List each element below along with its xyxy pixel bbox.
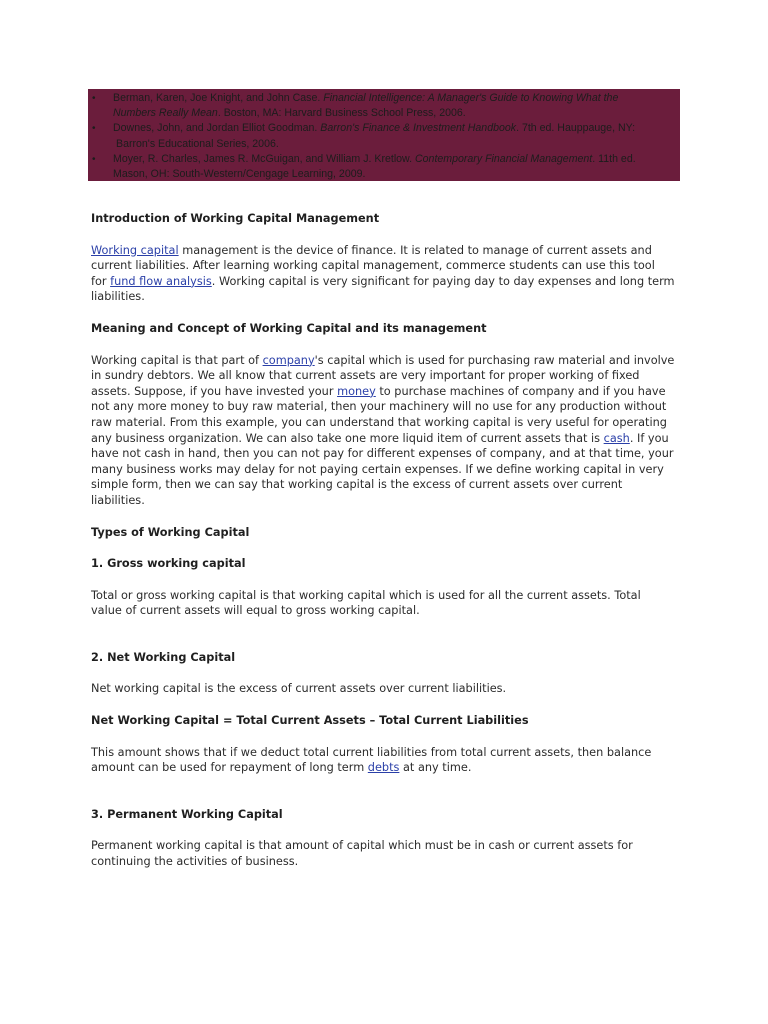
intro-heading: Introduction of Working Capital Management xyxy=(91,212,380,225)
company-link[interactable]: company xyxy=(262,353,315,367)
bullet-icon: • xyxy=(92,153,96,165)
debts-link[interactable]: debts xyxy=(367,761,400,775)
net-formula: Net Working Capital = Total Current Assets – Total Current Liabilities xyxy=(91,714,529,728)
reference-item xyxy=(92,91,676,121)
references-box xyxy=(88,89,680,181)
bullet-icon: • xyxy=(92,93,96,104)
working-capital-link[interactable]: Working capital xyxy=(91,243,179,257)
intro-paragraph: Working capital management is the device of finance. It is related to manage of current assets and current liabilities. After learning working capital management, commerce students can use this tool for fund flow analysis. Working capital is very significant for paying day to day expenses and long term liabilities. xyxy=(91,243,675,304)
gross-paragraph: Total or gross working capital is that working capital which is used for all the current assets. Total value of current assets will equal to gross working capital. xyxy=(91,588,641,618)
bullet-icon: • xyxy=(92,123,96,135)
net-heading: 2. Net Working Capital xyxy=(91,650,236,664)
types-heading: Types of Working Capital xyxy=(91,525,250,539)
permanent-heading: 3. Permanent Working Capital xyxy=(91,807,283,821)
permanent-paragraph: Permanent working capital is that amount of capital which must be in cash or current assets for continuing the activities of business. xyxy=(91,839,633,869)
cash-link[interactable]: cash xyxy=(603,431,630,445)
meaning-paragraph: Working capital is that part of company's capital which is used for purchasing raw material and involve in sundry debtors. We all know that current assets are very important for proper working of fixed assets. Suppose, if you have invested your money to purchase machines of company and if you have not any more money to buy raw material, then your machinery will no use for any production without raw material. From this example, you can understand that working capital is very useful for operating any business organization. We can also take one more liquid item of current assets that is cash. If you have not cash in hand, then you can not pay for different expenses of company, and at that time, your many business works may delay for not paying certain expenses. If we define working capital in very simple form, then we can say that working capital is the excess of current assets over current liabilities. xyxy=(91,353,675,507)
references-list xyxy=(92,91,676,182)
meaning-heading: Meaning and Concept of Working Capital and its management xyxy=(91,321,487,335)
reference-line: Downes, John, and Jordan Elliot Goodman. Barron's Finance & Investment Handbook. 7th ed. Hauppauge, NY: xyxy=(113,122,636,135)
article-body xyxy=(91,211,691,870)
reference-line: Barron's Educational Series, 2006. xyxy=(116,137,279,150)
reference-item xyxy=(92,121,676,151)
fund-flow-analysis-link[interactable]: fund flow analysis xyxy=(110,274,212,288)
amount-paragraph: This amount shows that if we deduct total current liabilities from total current assets, then balance amount can be used for repayment of long term debts at any time. xyxy=(91,745,652,775)
money-link[interactable]: money xyxy=(337,384,376,398)
net-paragraph: Net working capital is the excess of current assets over current liabilities. xyxy=(91,682,507,696)
reference-line: Mason, OH: South-Western/Cengage Learning, 2009. xyxy=(113,168,366,181)
reference-line: Moyer, R. Charles, James R. McGuigan, and William J. Kretlow. Contemporary Financial Management. 11th ed. xyxy=(113,152,636,165)
reference-item xyxy=(92,152,676,182)
reference-line: Berman, Karen, Joe Knight, and John Case. Financial Intelligence: A Manager's Guide to Knowing What the xyxy=(113,92,619,104)
reference-line: Numbers Really Mean. Boston, MA: Harvard Business School Press, 2006. xyxy=(113,107,466,120)
gross-heading: 1. Gross working capital xyxy=(91,557,246,571)
